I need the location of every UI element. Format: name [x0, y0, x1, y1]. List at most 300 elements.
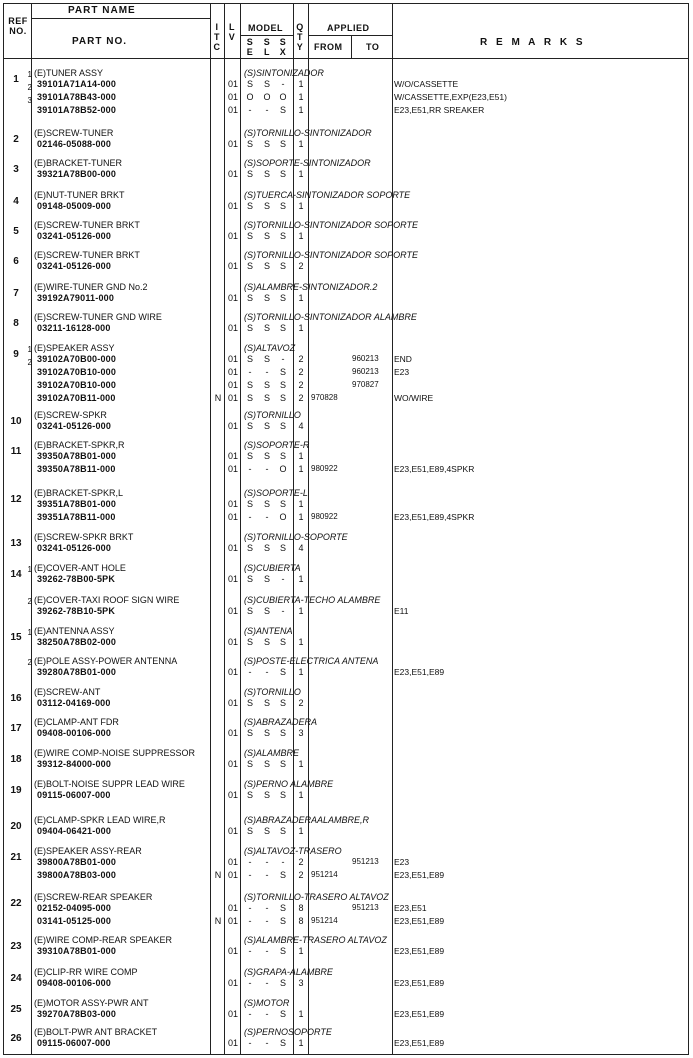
spanish-name: (S)TORNILLO-SINTONIZADOR SOPORTE	[244, 250, 419, 260]
model-mark: S	[279, 231, 286, 241]
model-mark: S	[246, 451, 253, 461]
model-mark: S	[279, 790, 286, 800]
model-mark: S	[279, 323, 286, 333]
spanish-name: (S)ABRAZADERA	[244, 717, 318, 727]
remarks: W/CASSETTE,EXP(E23,E51)	[394, 92, 507, 102]
part-name: (E)ANTENNA ASSY	[34, 626, 115, 636]
ref-number: 7	[13, 288, 19, 299]
itc-flag: N	[214, 870, 222, 880]
applied-from: 951214	[311, 870, 338, 879]
spanish-name: (S)ANTENA	[244, 626, 293, 636]
ref-number: 21	[10, 852, 22, 863]
model-mark: S	[263, 790, 270, 800]
quantity: 1	[298, 1009, 304, 1019]
ref-number: 17	[10, 723, 22, 734]
spanish-name: (S)SOPORTE-SINTONIZADOR	[244, 158, 371, 168]
level-value: 01	[227, 451, 238, 461]
part-number: 03241-05126-000	[37, 231, 112, 241]
sub-number: 1	[27, 628, 32, 637]
part-number: 39270A78B03-000	[37, 1009, 117, 1019]
level-value: 01	[227, 826, 238, 836]
applied-from: 980922	[311, 464, 338, 473]
model-mark: -	[248, 857, 252, 867]
model-mark: -	[265, 512, 269, 522]
remarks-header: R E M A R K S	[480, 37, 586, 48]
part-name: (E)BOLT-PWR ANT BRACKET	[34, 1027, 158, 1037]
model-mark: S	[279, 169, 286, 179]
model-mark: -	[248, 367, 252, 377]
model-mark: -	[265, 857, 269, 867]
model-mark: S	[279, 421, 286, 431]
level-value: 01	[227, 759, 238, 769]
itc-header: I T C	[213, 22, 221, 52]
part-number: 39350A78B11-000	[37, 464, 116, 474]
quantity: 1	[298, 105, 304, 115]
part-name: (E)SCREW-TUNER	[34, 128, 114, 138]
part-number: 09408-00106-000	[37, 978, 112, 988]
ref-number: 10	[10, 416, 22, 427]
model-mark: S	[279, 870, 286, 880]
part-name: (E)SCREW-ANT	[34, 687, 101, 697]
part-name: (E)SCREW-SPKR	[34, 410, 107, 420]
part-number: 09115-06007-000	[37, 1038, 111, 1048]
quantity: 1	[298, 759, 304, 769]
part-number: 03141-05125-000	[37, 916, 112, 926]
quantity: 8	[298, 903, 304, 913]
ref-no-header: REF NO.	[8, 16, 28, 36]
applied-header: APPLIED	[327, 23, 370, 33]
level-value: 01	[227, 916, 238, 926]
col-divider	[392, 3, 393, 1055]
model-mark: -	[265, 903, 269, 913]
quantity: 1	[298, 139, 304, 149]
quantity: 1	[298, 231, 304, 241]
model-mark: S	[263, 637, 270, 647]
model-mark: S	[246, 354, 253, 364]
model-mark: S	[279, 667, 286, 677]
applied-to: 951213	[352, 857, 379, 866]
model-mark: -	[265, 916, 269, 926]
spanish-name: (S)TORNILLO-TRASERO ALTAVOZ	[244, 892, 389, 902]
quantity: 1	[298, 574, 304, 584]
model-mark: -	[265, 870, 269, 880]
model-mark: S	[263, 499, 270, 509]
sub-number: 1	[27, 70, 32, 79]
model-mark: -	[265, 946, 269, 956]
col-divider	[224, 3, 225, 1055]
part-number: 39101A78B52-000	[37, 105, 117, 115]
part-name: (E)SCREW-SPKR BRKT	[34, 532, 134, 542]
ref-number: 9	[13, 349, 19, 360]
quantity: 2	[298, 857, 304, 867]
ref-number: 15	[10, 632, 22, 643]
remarks: E23,E51,E89	[394, 978, 445, 988]
spanish-name: (S)SINTONIZADOR	[244, 68, 324, 78]
quantity: 1	[298, 92, 304, 102]
part-name: (E)BRACKET-SPKR,R	[34, 440, 125, 450]
sub-number: 1	[27, 565, 32, 574]
header-line	[308, 35, 392, 36]
part-number: 39262-78B10-5PK	[37, 606, 116, 616]
model-mark: S	[279, 261, 286, 271]
part-number: 09115-06007-000	[37, 790, 111, 800]
spanish-name: (S)TORNILLO-SOPORTE	[244, 532, 348, 542]
ref-number: 2	[13, 134, 19, 145]
part-number: 39351A78B11-000	[37, 512, 116, 522]
remarks: E23	[394, 857, 410, 867]
remarks: E23,E51,E89	[394, 1038, 445, 1048]
spanish-name: (S)PERNOSOPORTE	[244, 1027, 332, 1037]
spanish-name: (S)TUERCA-SINTONIZADOR SOPORTE	[244, 190, 411, 200]
part-name: (E)SCREW-REAR SPEAKER	[34, 892, 153, 902]
model-mark: -	[248, 978, 252, 988]
remarks: E23,E51,E89	[394, 870, 445, 880]
model-mark: S	[279, 978, 286, 988]
applied-from: 980922	[311, 512, 338, 521]
part-name: (E)MOTOR ASSY-PWR ANT	[34, 998, 149, 1008]
model-mark: S	[263, 380, 270, 390]
quantity: 1	[298, 667, 304, 677]
level-value: 01	[227, 606, 238, 616]
model-mark: -	[248, 870, 252, 880]
part-number: 39102A70B10-000	[37, 367, 117, 377]
quantity: 1	[298, 606, 304, 616]
quantity: 1	[298, 201, 304, 211]
ref-number: 24	[10, 973, 22, 984]
quantity: 2	[298, 698, 304, 708]
model-mark: S	[279, 698, 286, 708]
level-value: 01	[227, 380, 238, 390]
spanish-name: (S)MOTOR	[244, 998, 290, 1008]
col-divider	[31, 3, 32, 1055]
model-mark: -	[281, 79, 285, 89]
level-value: 01	[227, 728, 238, 738]
level-value: 01	[227, 978, 238, 988]
level-value: 01	[227, 79, 238, 89]
part-name: (E)BRACKET-TUNER	[34, 158, 123, 168]
ref-number: 3	[13, 164, 19, 175]
spanish-name: (S)ABRAZADERAALAMBRE,R	[244, 815, 370, 825]
from-header: FROM	[314, 42, 343, 52]
part-name: (E)WIRE COMP-REAR SPEAKER	[34, 935, 173, 945]
model-mark: S	[246, 169, 253, 179]
ref-number: 5	[13, 226, 19, 237]
part-name: (E)SPEAKER ASSY-REAR	[34, 846, 142, 856]
model-mark: O	[279, 512, 287, 522]
model-mark: O	[263, 92, 271, 102]
quantity: 2	[298, 870, 304, 880]
level-value: 01	[227, 261, 238, 271]
spanish-name: (S)TORNILLO	[244, 687, 301, 697]
quantity: 4	[298, 543, 304, 553]
spanish-name: (S)ALTAVOZ	[244, 343, 296, 353]
model-mark: -	[265, 667, 269, 677]
model-mark: O	[246, 92, 254, 102]
quantity: 1	[298, 512, 304, 522]
level-value: 01	[227, 903, 238, 913]
part-number: 03241-05126-000	[37, 421, 112, 431]
model-mark: S	[279, 1009, 286, 1019]
model-mark: S	[246, 606, 253, 616]
ref-number: 23	[10, 941, 22, 952]
model-mark: S	[279, 903, 286, 913]
level-value: 01	[227, 201, 238, 211]
remarks: E23,E51,E89	[394, 1009, 445, 1019]
part-number: 39310A78B01-000	[37, 946, 117, 956]
model-mark: S	[279, 637, 286, 647]
ref-number: 1	[13, 74, 19, 85]
model-mark: -	[281, 857, 285, 867]
model-mark: -	[248, 512, 252, 522]
quantity: 3	[298, 978, 304, 988]
model-mark: S	[263, 79, 270, 89]
model-mark: S	[246, 543, 253, 553]
level-value: 01	[227, 421, 238, 431]
model-mark: S	[263, 169, 270, 179]
level-value: 01	[227, 354, 238, 364]
from-to-divider	[351, 35, 352, 58]
sub-number: 2	[27, 83, 32, 92]
model-mark: S	[246, 139, 253, 149]
model-mark: -	[265, 1009, 269, 1019]
model-mark: S	[263, 698, 270, 708]
model-mark: S	[279, 1038, 286, 1048]
remarks: E11	[394, 606, 409, 616]
model-mark: S	[263, 826, 270, 836]
level-value: 01	[227, 667, 238, 677]
applied-to: 960213	[352, 367, 379, 376]
part-name: (E)WIRE COMP-NOISE SUPPRESSOR	[34, 748, 196, 758]
model-mark: S	[279, 543, 286, 553]
quantity: 1	[298, 79, 304, 89]
header-line	[31, 18, 210, 19]
remarks: E23,E51,RR SREAKER	[394, 105, 485, 115]
quantity: 1	[298, 826, 304, 836]
quantity: 1	[298, 790, 304, 800]
spanish-name: (S)POSTE-ELECTRICA ANTENA	[244, 656, 379, 666]
quantity: 2	[298, 393, 304, 403]
quantity: 2	[298, 380, 304, 390]
model-mark: S	[279, 916, 286, 926]
level-value: 01	[227, 231, 238, 241]
model-mark: S	[246, 499, 253, 509]
model-mark: S	[246, 759, 253, 769]
model-mark: S	[263, 139, 270, 149]
level-value: 01	[227, 857, 238, 867]
qty-header: Q T Y	[296, 22, 304, 52]
col-divider	[210, 3, 211, 1055]
quantity: 2	[298, 261, 304, 271]
remarks: E23	[394, 367, 410, 377]
part-number: 39321A78B00-000	[37, 169, 117, 179]
level-value: 01	[227, 393, 238, 403]
remarks: END	[394, 354, 412, 364]
level-value: 01	[227, 870, 238, 880]
level-value: 01	[227, 139, 238, 149]
quantity: 1	[298, 637, 304, 647]
part-name: (E)TUNER ASSY	[34, 68, 104, 78]
part-name: (E)COVER-ANT HOLE	[34, 563, 126, 573]
model-mark: -	[281, 606, 285, 616]
model-mark: S	[279, 759, 286, 769]
sub-number: 2	[27, 597, 32, 606]
remarks: E23,E51,E89,4SPKR	[394, 464, 475, 474]
part-number: 38250A78B02-000	[37, 637, 117, 647]
model-mark: -	[248, 105, 252, 115]
header-line	[240, 35, 293, 36]
part-number: 39280A78B01-000	[37, 667, 117, 677]
itc-flag: N	[214, 393, 222, 403]
model-mark: -	[265, 367, 269, 377]
sub-number: 2	[27, 358, 32, 367]
spanish-name: (S)ALTAVOZ-TRASERO	[244, 846, 342, 856]
level-value: 01	[227, 1038, 238, 1048]
spanish-name: (S)PERNO ALAMBRE	[244, 779, 334, 789]
ref-number: 22	[10, 898, 22, 909]
part-number: 03112-04169-000	[37, 698, 111, 708]
model-mark: S	[246, 231, 253, 241]
model-mark: S	[263, 261, 270, 271]
model-mark: S	[263, 354, 270, 364]
spanish-name: (S)SOPORTE-R	[244, 440, 310, 450]
part-number: 39262-78B00-5PK	[37, 574, 116, 584]
remarks: E23,E51,E89,4SPKR	[394, 512, 475, 522]
level-value: 01	[227, 105, 238, 115]
model-col-se: S E	[246, 37, 254, 57]
applied-to: 960213	[352, 354, 379, 363]
spanish-name: (S)SOPORTE-L	[244, 488, 308, 498]
part-number: 39800A78B03-000	[37, 870, 117, 880]
model-mark: -	[248, 1038, 252, 1048]
part-name: (E)CLIP-RR WIRE COMP	[34, 967, 138, 977]
ref-number: 26	[10, 1033, 22, 1044]
model-mark: S	[246, 380, 253, 390]
model-mark: S	[246, 637, 253, 647]
model-mark: S	[279, 139, 286, 149]
model-mark: -	[281, 354, 285, 364]
remarks: W/O/CASSETTE	[394, 79, 459, 89]
level-value: 01	[227, 1009, 238, 1019]
level-value: 01	[227, 512, 238, 522]
remarks: WO/WIRE	[394, 393, 434, 403]
quantity: 8	[298, 916, 304, 926]
model-mark: S	[246, 261, 253, 271]
part-number: 39351A78B01-000	[37, 499, 117, 509]
spanish-name: (S)GRAPA-ALAMBRE	[244, 967, 333, 977]
model-mark: -	[265, 105, 269, 115]
model-mark: S	[246, 826, 253, 836]
model-mark: S	[279, 293, 286, 303]
col-divider	[240, 3, 241, 1055]
part-number: 03241-05126-000	[37, 261, 112, 271]
level-value: 01	[227, 543, 238, 553]
sub-number: 2	[27, 658, 32, 667]
part-number: 39102A70B00-000	[37, 354, 117, 364]
level-value: 01	[227, 92, 238, 102]
part-name: (E)SPEAKER ASSY	[34, 343, 115, 353]
ref-number: 25	[10, 1004, 22, 1015]
part-number: 09408-00106-000	[37, 728, 112, 738]
ref-number: 4	[13, 196, 19, 207]
model-mark: O	[279, 464, 287, 474]
part-name: (E)SCREW-TUNER GND WIRE	[34, 312, 162, 322]
model-mark: S	[263, 728, 270, 738]
model-mark: S	[246, 421, 253, 431]
model-mark: S	[246, 698, 253, 708]
part-number: 03241-05126-000	[37, 543, 112, 553]
quantity: 2	[298, 367, 304, 377]
header-bottom-line	[3, 58, 689, 59]
remarks: E23,E51	[394, 903, 427, 913]
model-mark: S	[246, 323, 253, 333]
model-mark: S	[279, 105, 286, 115]
model-mark: S	[246, 790, 253, 800]
applied-to: 970827	[352, 380, 379, 389]
part-number: 03211-16128-000	[37, 323, 111, 333]
spanish-name: (S)ALAMBRE-TRASERO ALTAVOZ	[244, 935, 387, 945]
model-mark: S	[246, 728, 253, 738]
ref-number: 13	[10, 538, 22, 549]
ref-number: 6	[13, 256, 19, 267]
spanish-name: (S)TORNILLO-SINTONIZADOR	[244, 128, 372, 138]
ref-number: 11	[10, 446, 22, 457]
spanish-name: (S)ALAMBRE-SINTONIZADOR.2	[244, 282, 378, 292]
model-mark: S	[263, 293, 270, 303]
model-mark: -	[248, 464, 252, 474]
spanish-name: (S)TORNILLO	[244, 410, 301, 420]
spanish-name: (S)TORNILLO-SINTONIZADOR SOPORTE	[244, 220, 419, 230]
ref-number: 16	[10, 693, 22, 704]
quantity: 2	[298, 354, 304, 364]
part-number: 09404-06421-000	[37, 826, 112, 836]
quantity: 1	[298, 293, 304, 303]
model-mark: S	[263, 201, 270, 211]
part-number: 39102A70B11-000	[37, 393, 116, 403]
part-number: 02146-05088-000	[37, 139, 112, 149]
part-number: 39800A78B01-000	[37, 857, 117, 867]
model-mark: S	[246, 393, 253, 403]
model-mark: -	[248, 667, 252, 677]
model-mark: -	[265, 978, 269, 988]
part-name: (E)COVER-TAXI ROOF SIGN WIRE	[34, 595, 180, 605]
part-name: (E)SCREW-TUNER BRKT	[34, 220, 140, 230]
quantity: 1	[298, 169, 304, 179]
level-value: 01	[227, 790, 238, 800]
model-mark: S	[279, 946, 286, 956]
model-mark: S	[279, 728, 286, 738]
model-mark: S	[263, 231, 270, 241]
part-name: (E)BRACKET-SPKR,L	[34, 488, 124, 498]
model-mark: -	[281, 574, 285, 584]
part-number: 09148-05009-000	[37, 201, 112, 211]
quantity: 1	[298, 1038, 304, 1048]
applied-from: 951214	[311, 916, 338, 925]
level-value: 01	[227, 499, 238, 509]
model-mark: O	[279, 92, 287, 102]
level-value: 01	[227, 367, 238, 377]
part-name-header: PART NAME	[68, 5, 136, 16]
model-mark: S	[279, 451, 286, 461]
part-name: (E)CLAMP-SPKR LEAD WIRE,R	[34, 815, 166, 825]
ref-number: 18	[10, 754, 22, 765]
part-name: (E)SCREW-TUNER BRKT	[34, 250, 140, 260]
spanish-name: (S)ALAMBRE	[244, 748, 300, 758]
part-no-header: PART NO.	[72, 36, 128, 47]
model-mark: -	[248, 916, 252, 926]
part-number: 39192A79011-000	[37, 293, 115, 303]
part-number: 02152-04095-000	[37, 903, 112, 913]
model-mark: S	[279, 393, 286, 403]
